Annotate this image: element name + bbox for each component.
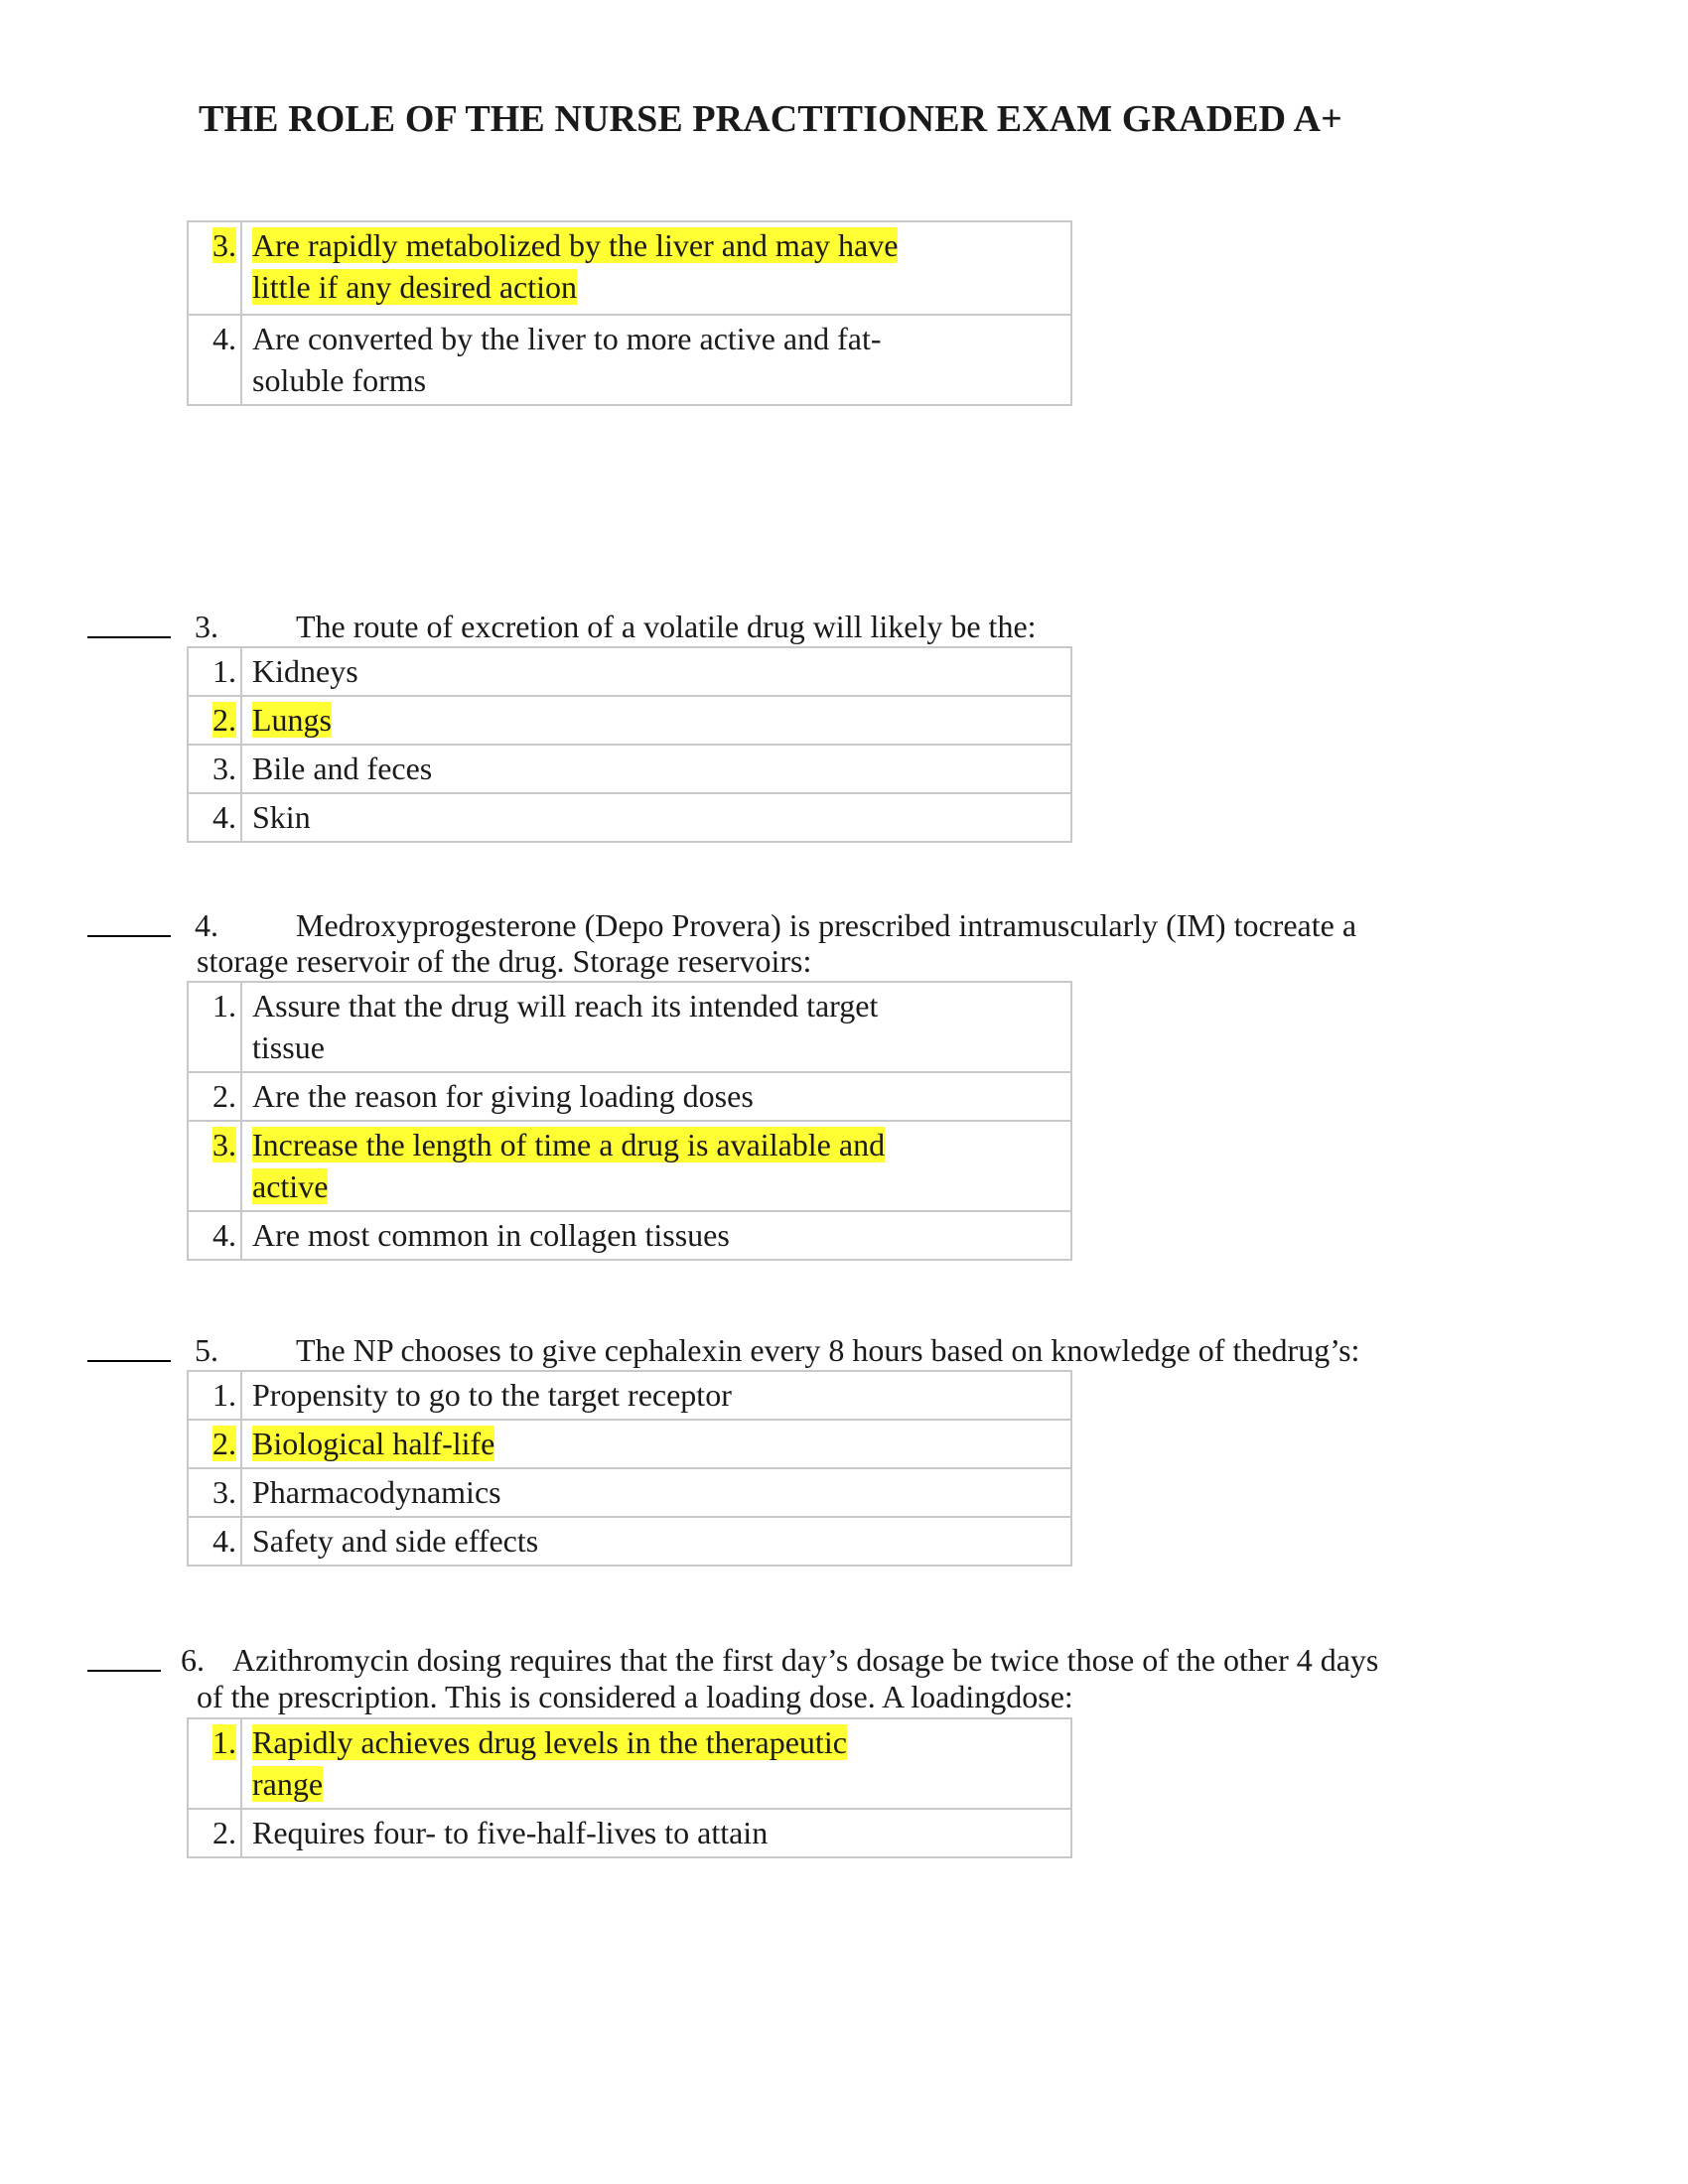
question-stem: Medroxyprogesterone (Depo Provera) is prescribed intramuscularly (IM) tocreate a [296,907,1357,943]
option-text: Are most common in collagen tissues [252,1217,730,1253]
option-text: Pharmacodynamics [252,1474,501,1510]
option-row [188,1121,1071,1211]
option-row [188,315,1071,405]
option-row [188,1211,1071,1260]
option-text-cont: range [252,1766,324,1802]
option-number: 2. [212,1078,236,1114]
option-row [188,1468,1071,1517]
option-number: 4. [212,1217,236,1253]
option-text: Are the reason for giving loading doses [252,1078,754,1114]
option-number: 1. [212,1377,236,1413]
option-text: Safety and side effects [252,1523,539,1559]
answer-blank[interactable] [87,1670,161,1672]
option-number: 4. [212,321,236,356]
option-text: Biological half-life [252,1426,495,1461]
option-text-cont: tissue [252,1029,325,1065]
question-stem: The route of excretion of a volatile drug will likely be the: [296,609,1037,644]
question-number: 6. [181,1642,205,1678]
option-text: Rapidly achieves drug levels in the therapeutic [252,1724,847,1760]
option-row [188,1420,1071,1468]
option-row [188,793,1071,842]
question-stem: Azithromycin dosing requires that the first day’s dosage be twice those of the other 4 days [232,1642,1379,1678]
q3-options-table [187,646,1072,843]
page-title: THE ROLE OF THE NURSE PRACTITIONER EXAM GRADED A+ [199,98,1342,140]
option-number: 2. [212,1815,236,1850]
option-row [188,745,1071,793]
option-row [188,1809,1071,1857]
question-number: 4. [195,907,218,943]
q4-options-table [187,981,1072,1261]
option-text: Propensity to go to the target receptor [252,1377,732,1413]
option-text-cont: little if any desired action [252,269,577,305]
option-text: Requires four- to five-half-lives to attain [252,1815,769,1850]
option-number: 3. [212,1127,236,1162]
option-number: 1. [212,1724,236,1760]
option-text: Kidneys [252,653,358,689]
question-stem: The NP chooses to give cephalexin every 8 hours based on knowledge of thedrug’s: [296,1332,1360,1368]
option-number: 1. [212,653,236,689]
answer-blank[interactable] [87,935,171,937]
q5-options-table [187,1370,1072,1567]
option-text: Are converted by the liver to more active and fat- [252,321,882,356]
continued-options-table [187,220,1072,406]
option-row [188,221,1071,315]
option-text: Skin [252,799,311,835]
option-text: Lungs [252,702,332,738]
question-stem-cont: storage reservoir of the drug. Storage reservoirs: [197,943,812,979]
question-stem-cont: of the prescription. This is considered a loading dose. A loadingdose: [197,1679,1073,1714]
option-row [188,1718,1071,1809]
option-text: Increase the length of time a drug is available and [252,1127,886,1162]
option-row [188,1072,1071,1121]
option-number: 2. [212,702,236,738]
answer-blank[interactable] [87,636,171,638]
option-number: 3. [212,227,236,263]
question-number: 5. [195,1332,218,1368]
option-text: Assure that the drug will reach its intended target [252,988,879,1024]
question-number: 3. [195,609,218,644]
option-row [188,982,1071,1072]
option-number: 4. [212,799,236,835]
option-row [188,696,1071,745]
option-text-cont: active [252,1168,329,1204]
option-number: 1. [212,988,236,1024]
option-text: Bile and feces [252,751,433,786]
option-number: 3. [212,1474,236,1510]
option-number: 2. [212,1426,236,1461]
option-number: 3. [212,751,236,786]
option-number: 4. [212,1523,236,1559]
option-row [188,1371,1071,1420]
option-text: Are rapidly metabolized by the liver and may have [252,227,899,263]
option-text-cont: soluble forms [252,362,427,398]
option-row [188,647,1071,696]
q6-options-table [187,1717,1072,1858]
option-row [188,1517,1071,1566]
answer-blank[interactable] [87,1360,171,1362]
